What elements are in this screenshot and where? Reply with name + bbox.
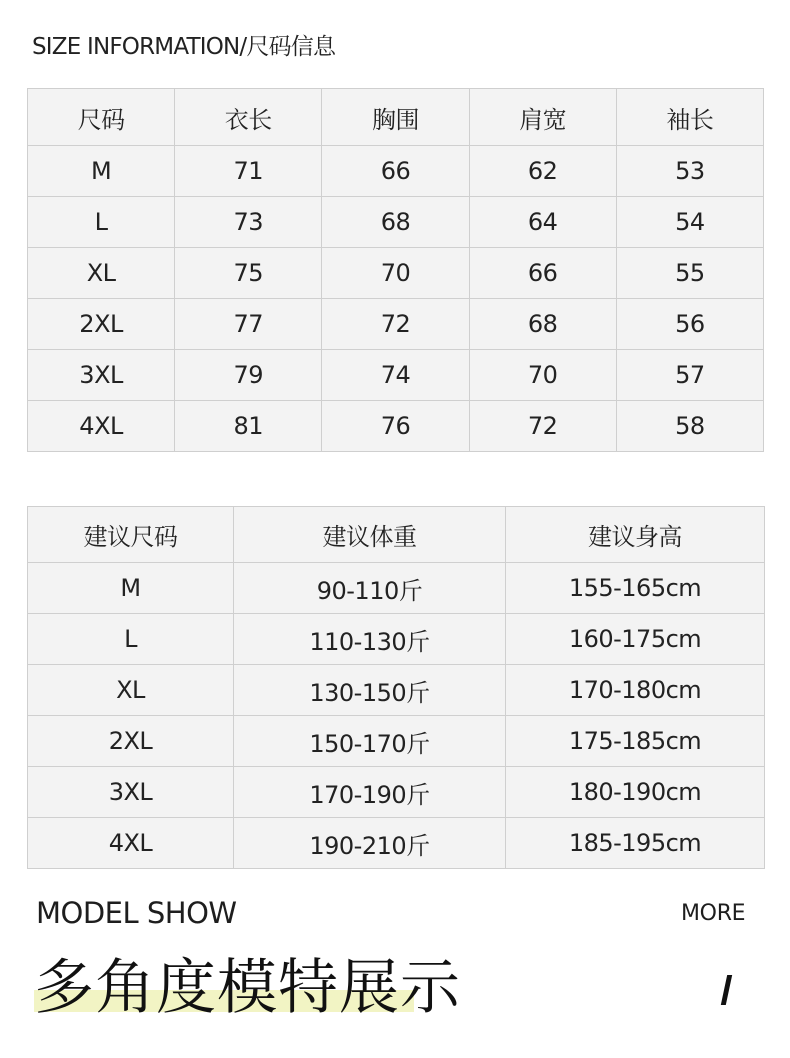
table-cell: 53 <box>616 146 763 197</box>
table-cell: 66 <box>322 146 469 197</box>
table-cell: 70 <box>469 350 616 401</box>
column-header: 建议身高 <box>506 507 765 563</box>
column-header: 建议体重 <box>234 507 506 563</box>
more-link[interactable]: MORE <box>681 901 746 926</box>
table-cell: 58 <box>616 401 763 452</box>
table-cell: 54 <box>616 197 763 248</box>
table-cell: 70 <box>322 248 469 299</box>
table-cell: 170-190斤 <box>234 767 506 818</box>
table-cell: 55 <box>616 248 763 299</box>
table-cell: 79 <box>175 350 322 401</box>
table-cell: 3XL <box>28 767 234 818</box>
table-cell: 72 <box>322 299 469 350</box>
table-cell: 71 <box>175 146 322 197</box>
table-row <box>28 350 764 401</box>
table-cell: 68 <box>322 197 469 248</box>
table-cell: 185-195cm <box>506 818 765 869</box>
page-title: SIZE INFORMATION/尺码信息 <box>32 34 336 60</box>
table-row <box>28 146 764 197</box>
table-row <box>28 248 764 299</box>
table-cell: M <box>28 563 234 614</box>
table-cell: 57 <box>616 350 763 401</box>
column-header: 胸围 <box>322 89 469 146</box>
table-cell: 2XL <box>28 299 175 350</box>
table-cell: 170-180cm <box>506 665 765 716</box>
table-cell: L <box>28 614 234 665</box>
table-cell: XL <box>28 248 175 299</box>
table-cell: 4XL <box>28 818 234 869</box>
model-show-heading: MODEL SHOW <box>36 896 237 930</box>
column-header: 建议尺码 <box>28 507 234 563</box>
recommended-size-table <box>27 506 765 869</box>
table-cell: 72 <box>469 401 616 452</box>
table-cell: 90-110斤 <box>234 563 506 614</box>
table-row <box>28 716 765 767</box>
table-cell: 180-190cm <box>506 767 765 818</box>
column-header: 衣长 <box>175 89 322 146</box>
table-row <box>28 197 764 248</box>
table-header-row <box>28 507 765 563</box>
size-info-table <box>27 88 764 452</box>
table-cell: 190-210斤 <box>234 818 506 869</box>
table-row <box>28 563 765 614</box>
table-cell: 2XL <box>28 716 234 767</box>
table-cell: 160-175cm <box>506 614 765 665</box>
table-cell: 73 <box>175 197 322 248</box>
table-row <box>28 614 765 665</box>
table-row <box>28 767 765 818</box>
table-cell: 75 <box>175 248 322 299</box>
table-cell: 62 <box>469 146 616 197</box>
table-row <box>28 665 765 716</box>
table-row <box>28 818 765 869</box>
column-header: 袖长 <box>616 89 763 146</box>
table-cell: 4XL <box>28 401 175 452</box>
column-header: 肩宽 <box>469 89 616 146</box>
table-cell: 130-150斤 <box>234 665 506 716</box>
table-cell: 81 <box>175 401 322 452</box>
table-cell: 76 <box>322 401 469 452</box>
table-cell: 3XL <box>28 350 175 401</box>
table-cell: 175-185cm <box>506 716 765 767</box>
table-cell: 150-170斤 <box>234 716 506 767</box>
table-cell: L <box>28 197 175 248</box>
table-cell: XL <box>28 665 234 716</box>
table-cell: 155-165cm <box>506 563 765 614</box>
table-cell: 110-130斤 <box>234 614 506 665</box>
table-row <box>28 299 764 350</box>
table-row <box>28 401 764 452</box>
table-cell: M <box>28 146 175 197</box>
slash-mark <box>721 975 732 1005</box>
table-cell: 56 <box>616 299 763 350</box>
table-cell: 68 <box>469 299 616 350</box>
table-cell: 74 <box>322 350 469 401</box>
table-header-row <box>28 89 764 146</box>
table-cell: 64 <box>469 197 616 248</box>
table-cell: 77 <box>175 299 322 350</box>
table-cell: 66 <box>469 248 616 299</box>
model-show-title: 多角度模特展示 <box>34 953 461 1023</box>
column-header: 尺码 <box>28 89 175 146</box>
